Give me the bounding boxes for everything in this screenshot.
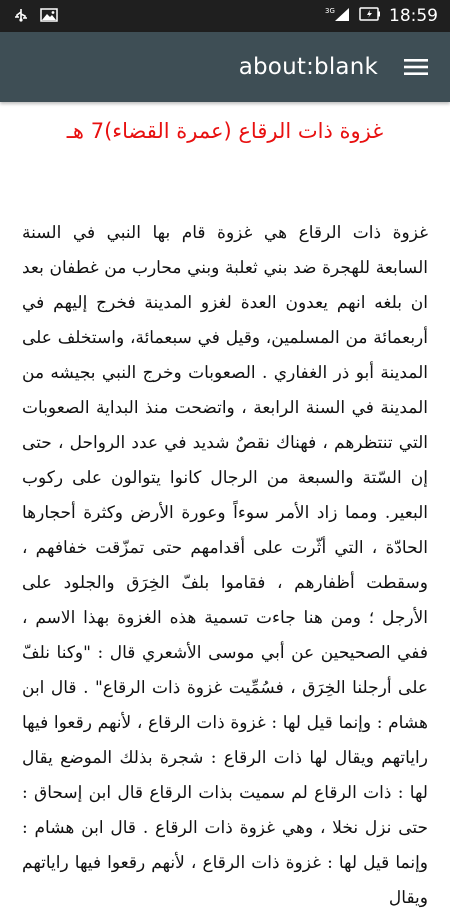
status-right bbox=[325, 6, 438, 27]
status-left-icons bbox=[12, 7, 58, 26]
usb-icon bbox=[12, 7, 30, 26]
hamburger-menu-icon[interactable] bbox=[404, 58, 428, 76]
article-body: غزوة ذات الرقاع هي غزوة قام بها النبي في السنة السابعة للهجرة ضد بني ثعلبة وبني محارب من غطفان بعد ان بلغه انهم يعدون العدة لغزو المدينة فخرج إليهم في أربعمائة من المسلمين، وقيل في سبعمائة، واستخلف على المدينة أبو ذر الغفاري . الصعوبات وخرج النبي بجيشه من المدينة في السنة الرابعة ، واتضحت منذ البداية الصعوبات التي تنتظرهم ، فهناك نقصٌ شديد في عدد الرواحل ، حتى إن السّتة والسبعة من الرجال كانوا يتوالون على ركوب البعير. ومما زاد الأمر سوءاً وعورة الأرض وكثرة أحجارها الحادّة ، التي أثّرت على أقدامهم حتى تمزّقت خفافهم ، وسقطت أظفارهم ، فقاموا بلفّ الخِرَق والجلود على الأرجل ؛ ومن هنا جاءت تسمية هذه الغزوة بهذا الاسم ، ففي الصحيحين عن أبي موسى الأشعري قال : "وكنا نلفّ على أرجلنا الخِرَق ، فسُمِّيت غزوة ذات الرقاع" . قال ابن هشام : وإنما قيل لها : غزوة ذات الرقاع ، لأنهم رقعوا فيها راياتهم ويقال لها ذات الرقاع : شجرة بذلك الموضع يقال لها : ذات الرقاع لم سميت بذات الرقاع قال ابن إسحاق : حتى نزل نخلا ، وهي غزوة ذات الرقاع . قال ابن هشام : وإنما قيل لها : غزوة ذات الرقاع ، لأنهم رقعوا فيها راياتهم ويقال bbox=[22, 223, 428, 908]
signal-icon bbox=[325, 6, 351, 27]
page-heading: غزوة ذات الرقاع (عمرة القضاء)7 هـ bbox=[66, 119, 384, 143]
page-content[interactable] bbox=[0, 102, 450, 908]
app-title: about:blank bbox=[238, 54, 378, 80]
status-bar bbox=[0, 0, 450, 32]
image-icon bbox=[40, 7, 58, 26]
battery-icon bbox=[359, 6, 381, 26]
status-time: 18:59 bbox=[389, 6, 438, 26]
app-bar bbox=[0, 32, 450, 102]
network-type-label: 3G bbox=[325, 6, 335, 15]
